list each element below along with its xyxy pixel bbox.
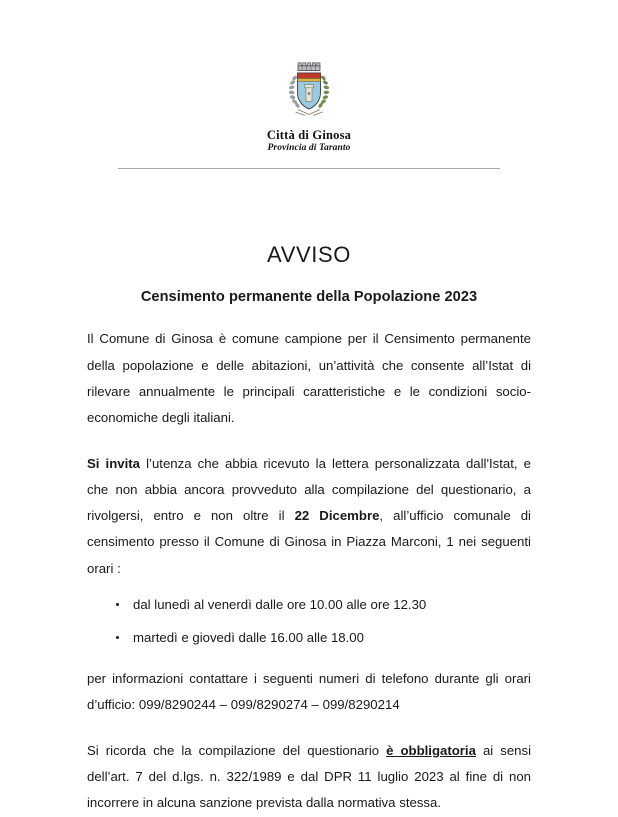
legal-text-1: Si ricorda che la compilazione del questionario: [87, 743, 387, 759]
comune-name: Città di Ginosa: [266, 128, 352, 142]
opening-hours-list: [87, 594, 531, 648]
hours-line-1: dal lunedì al venerdì dalle ore 10.00 alle ore 12.30: [133, 596, 427, 612]
paragraph-intro-text: Il Comune di Ginosa è comune campione per il Censimento permanente della popolazione e delle abitazioni, un’attività che consente all’Istat di rilevare annualmente le principali caratteristiche e le condizioni socio-economiche degli italiani.: [87, 331, 531, 425]
letterhead: [0, 0, 618, 169]
invitation-body-2: , all’ufficio comunale di censimento presso il Comune di Ginosa in Piazza Marconi, 1 nei seguenti orari :: [87, 508, 531, 576]
mandatory-emphasis: è obbligatoria: [386, 743, 476, 759]
paragraph-invitation: [87, 451, 531, 582]
list-item: [87, 627, 531, 648]
paragraph-contacts: [87, 666, 531, 718]
document-content: [87, 169, 531, 817]
ginosa-coat-of-arms-icon: [281, 62, 337, 124]
paragraph-intro: [87, 326, 531, 431]
page-title: AVVISO: [267, 241, 351, 267]
deadline-date: 22 Dicembre: [294, 508, 380, 524]
contacts-text: per informazioni contattare i seguenti numeri di telefono durante gli orari d’ufficio: 099/8290244 – 099/8290274 – 099/8290214: [87, 670, 531, 713]
invitation-body-1: l’utenza che abbia ricevuto la lettera personalizzata dall'Istat, e che non abbia ancora provveduto alla compilazione del questionario, a rivolgersi, entro e non oltre il: [87, 455, 532, 524]
page-subtitle: Censimento permanente della Popolazione 2023: [140, 288, 478, 305]
legal-text-2: ai sensi dell’art. 7 del d.lgs. n. 322/1989 e dal DPR 11 luglio 2023 al fine di non incorrere in alcuna sanzione prevista dalla normativa stessa.: [87, 743, 532, 811]
list-item: [87, 594, 531, 615]
provincia-name: Provincia di Taranto: [267, 143, 351, 154]
invitation-lead: Si invita: [87, 455, 141, 471]
hours-line-2: martedì e giovedì dalle 16.00 alle 18.00: [133, 629, 364, 645]
paragraph-legal-notice: [87, 738, 531, 816]
